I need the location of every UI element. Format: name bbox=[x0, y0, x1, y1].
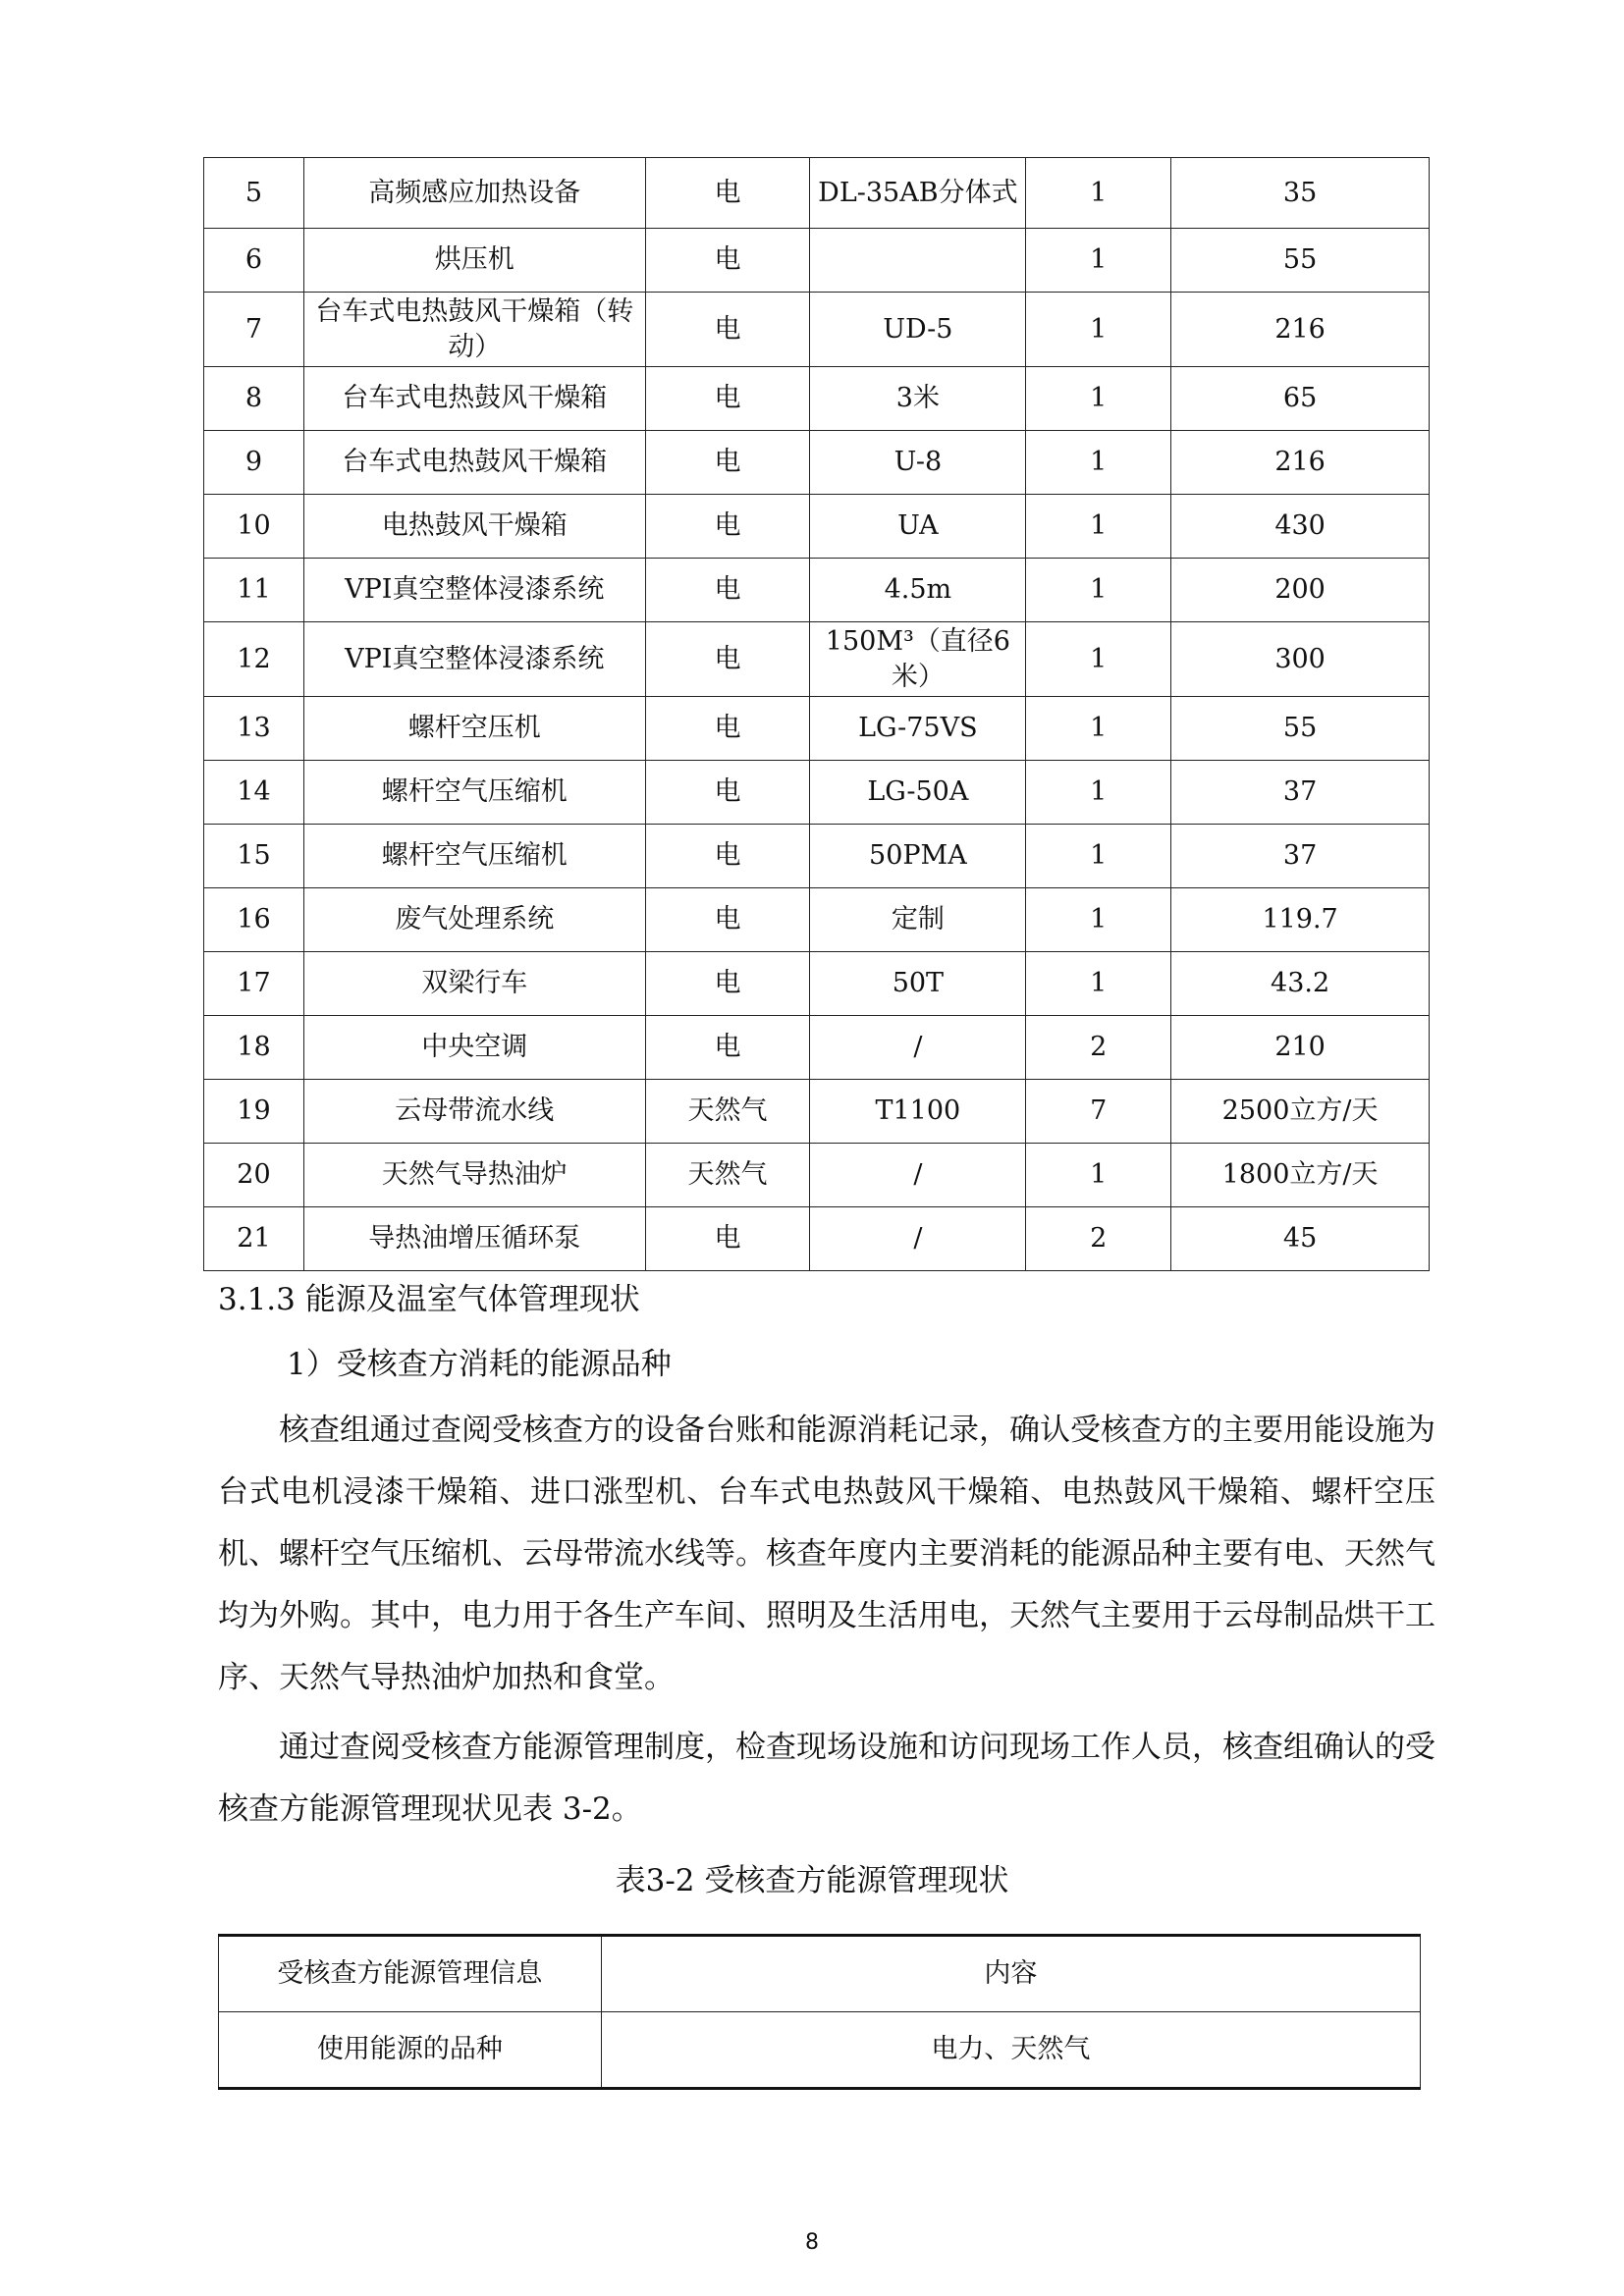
table-cell-qty: 1 bbox=[1026, 825, 1171, 888]
table-cell-no: 10 bbox=[204, 495, 304, 559]
table-cell-no: 12 bbox=[204, 622, 304, 697]
table-cell-no: 14 bbox=[204, 761, 304, 825]
table-cell-model: DL-35AB分体式 bbox=[810, 158, 1026, 229]
table-cell-no: 18 bbox=[204, 1016, 304, 1080]
table-cell-power: 45 bbox=[1171, 1207, 1430, 1271]
table-cell-power: 216 bbox=[1171, 431, 1430, 495]
table-cell-qty: 1 bbox=[1026, 367, 1171, 431]
table-cell-power: 37 bbox=[1171, 761, 1430, 825]
table-cell-power: 1800立方/天 bbox=[1171, 1144, 1430, 1207]
table-cell-no: 17 bbox=[204, 952, 304, 1016]
table-cell-energy: 电 bbox=[645, 431, 810, 495]
table-cell-power: 200 bbox=[1171, 559, 1430, 622]
table-cell-model: UA bbox=[810, 495, 1026, 559]
table-cell-energy: 电 bbox=[645, 761, 810, 825]
table-row bbox=[204, 622, 1430, 697]
table-cell-name: 螺杆空气压缩机 bbox=[303, 825, 645, 888]
table-cell-qty: 1 bbox=[1026, 158, 1171, 229]
table-cell-name: 天然气导热油炉 bbox=[303, 1144, 645, 1207]
header-cell-info: 受核查方能源管理信息 bbox=[219, 1936, 602, 2012]
table-cell-energy: 电 bbox=[645, 952, 810, 1016]
table-cell-qty: 1 bbox=[1026, 559, 1171, 622]
table-cell-model bbox=[810, 229, 1026, 293]
equipment-table-body bbox=[204, 158, 1430, 1271]
table-cell-power: 55 bbox=[1171, 697, 1430, 761]
table-cell-energy: 电 bbox=[645, 697, 810, 761]
table-cell-name: 电热鼓风干燥箱 bbox=[303, 495, 645, 559]
paragraph-energy-types: 核查组通过查阅受核查方的设备台账和能源消耗记录，确认受核查方的主要用能设施为台式电机浸漆干燥箱、进口涨型机、台车式电热鼓风干燥箱、电热鼓风干燥箱、螺杆空压机、螺杆空气压缩机、云母带流水线等。核查年度内主要消耗的能源品种主要有电、天然气均为外购。其中，电力用于各生产车间、照明及生活用电，天然气主要用于云母制品烘干工序、天然气导热油炉加热和食堂。 bbox=[218, 1413, 1435, 1695]
table-cell-power: 2500立方/天 bbox=[1171, 1080, 1430, 1144]
equipment-table bbox=[203, 157, 1430, 1271]
section-heading: 3.1.3 能源及温室气体管理现状 bbox=[218, 1282, 640, 1317]
table-cell-qty: 1 bbox=[1026, 761, 1171, 825]
table-cell-power: 55 bbox=[1171, 229, 1430, 293]
table-cell-no: 13 bbox=[204, 697, 304, 761]
table-row bbox=[204, 761, 1430, 825]
table-cell-name: 导热油增压循环泵 bbox=[303, 1207, 645, 1271]
table-cell-energy: 天然气 bbox=[645, 1080, 810, 1144]
table-cell-power: 35 bbox=[1171, 158, 1430, 229]
table-cell-energy: 电 bbox=[645, 622, 810, 697]
table-cell-qty: 7 bbox=[1026, 1080, 1171, 1144]
table-cell-no: 6 bbox=[204, 229, 304, 293]
table-cell-name: 台车式电热鼓风干燥箱（转动） bbox=[303, 293, 645, 367]
table-cell-power: 216 bbox=[1171, 293, 1430, 367]
table-cell-model: / bbox=[810, 1144, 1026, 1207]
table-cell-energy: 电 bbox=[645, 158, 810, 229]
table-cell-name: 螺杆空气压缩机 bbox=[303, 761, 645, 825]
table-cell-power: 65 bbox=[1171, 367, 1430, 431]
table-cell-qty: 1 bbox=[1026, 697, 1171, 761]
table-cell-model: 3米 bbox=[810, 367, 1026, 431]
table-cell-model: 150M³（直径6米） bbox=[810, 622, 1026, 697]
table-cell-energy: 电 bbox=[645, 559, 810, 622]
table-row bbox=[204, 559, 1430, 622]
table-cell-name: 双梁行车 bbox=[303, 952, 645, 1016]
table-cell-energy: 电 bbox=[645, 293, 810, 367]
table-cell-name: 台车式电热鼓风干燥箱 bbox=[303, 431, 645, 495]
table-cell-qty: 1 bbox=[1026, 888, 1171, 952]
page-number: 8 bbox=[805, 2230, 819, 2255]
table-cell-no: 16 bbox=[204, 888, 304, 952]
table-cell-power: 119.7 bbox=[1171, 888, 1430, 952]
table-cell-model: LG-75VS bbox=[810, 697, 1026, 761]
table-cell-no: 9 bbox=[204, 431, 304, 495]
table-cell-model: 50T bbox=[810, 952, 1026, 1016]
table-cell-model: 定制 bbox=[810, 888, 1026, 952]
table-cell-name: 高频感应加热设备 bbox=[303, 158, 645, 229]
table-cell-energy: 电 bbox=[645, 825, 810, 888]
table-cell-no: 11 bbox=[204, 559, 304, 622]
table-row bbox=[204, 431, 1430, 495]
table-cell-qty: 1 bbox=[1026, 495, 1171, 559]
table-row bbox=[204, 952, 1430, 1016]
table-cell-qty: 2 bbox=[1026, 1207, 1171, 1271]
table-cell-name: 螺杆空压机 bbox=[303, 697, 645, 761]
table-cell-model: T1100 bbox=[810, 1080, 1026, 1144]
table-cell-power: 430 bbox=[1171, 495, 1430, 559]
table-cell-power: 37 bbox=[1171, 825, 1430, 888]
table-caption: 表3-2 受核查方能源管理现状 bbox=[615, 1863, 1009, 1898]
table-row bbox=[204, 367, 1430, 431]
table-cell-power: 300 bbox=[1171, 622, 1430, 697]
table-cell-name: 云母带流水线 bbox=[303, 1080, 645, 1144]
table-row bbox=[204, 1016, 1430, 1080]
table-cell-no: 8 bbox=[204, 367, 304, 431]
table-row bbox=[204, 495, 1430, 559]
table-cell-qty: 2 bbox=[1026, 1016, 1171, 1080]
table-cell-no: 19 bbox=[204, 1080, 304, 1144]
table-cell-no: 21 bbox=[204, 1207, 304, 1271]
table-cell-qty: 1 bbox=[1026, 293, 1171, 367]
table-cell-energy: 电 bbox=[645, 888, 810, 952]
table-cell-name: VPI真空整体浸漆系统 bbox=[303, 559, 645, 622]
table-cell-energy: 电 bbox=[645, 495, 810, 559]
table-cell-no: 20 bbox=[204, 1144, 304, 1207]
table-cell-model: 50PMA bbox=[810, 825, 1026, 888]
table-cell-no: 5 bbox=[204, 158, 304, 229]
table-row bbox=[204, 825, 1430, 888]
table-cell-no: 7 bbox=[204, 293, 304, 367]
table-cell-name: 烘压机 bbox=[303, 229, 645, 293]
table-cell-no: 15 bbox=[204, 825, 304, 888]
table-cell-name: 中央空调 bbox=[303, 1016, 645, 1080]
table-cell-power: 43.2 bbox=[1171, 952, 1430, 1016]
table-cell-energy: 电 bbox=[645, 229, 810, 293]
table-cell-energy: 电 bbox=[645, 367, 810, 431]
table-cell-energy: 电 bbox=[645, 1207, 810, 1271]
table-cell-model: U-8 bbox=[810, 431, 1026, 495]
table-cell-model: UD-5 bbox=[810, 293, 1026, 367]
table-cell-name: 废气处理系统 bbox=[303, 888, 645, 952]
table-row bbox=[204, 888, 1430, 952]
table-cell: 使用能源的品种 bbox=[219, 2012, 602, 2089]
table-cell-qty: 1 bbox=[1026, 431, 1171, 495]
paragraph-management-status: 通过查阅受核查方能源管理制度，检查现场设施和访问现场工作人员，核查组确认的受核查方能源管理现状见表 3-2。 bbox=[218, 1730, 1435, 1827]
header-cell-content: 内容 bbox=[601, 1936, 1420, 2012]
table-cell-qty: 1 bbox=[1026, 622, 1171, 697]
table-row bbox=[204, 1207, 1430, 1271]
table-row bbox=[204, 293, 1430, 367]
energy-management-table bbox=[218, 1934, 1421, 2090]
table-cell-energy: 电 bbox=[645, 1016, 810, 1080]
table-row bbox=[204, 1080, 1430, 1144]
table-cell-model: / bbox=[810, 1207, 1026, 1271]
table-cell-power: 210 bbox=[1171, 1016, 1430, 1080]
table-cell-model: / bbox=[810, 1016, 1026, 1080]
sub-heading: 1）受核查方消耗的能源品种 bbox=[287, 1347, 672, 1382]
table-cell-qty: 1 bbox=[1026, 952, 1171, 1016]
table-row bbox=[204, 697, 1430, 761]
table-cell-energy: 天然气 bbox=[645, 1144, 810, 1207]
table-cell-model: LG-50A bbox=[810, 761, 1026, 825]
table-header-row bbox=[219, 1936, 1421, 2012]
table-cell: 电力、天然气 bbox=[601, 2012, 1420, 2089]
table-cell-name: VPI真空整体浸漆系统 bbox=[303, 622, 645, 697]
table-row bbox=[204, 1144, 1430, 1207]
table-cell-name: 台车式电热鼓风干燥箱 bbox=[303, 367, 645, 431]
table-cell-qty: 1 bbox=[1026, 229, 1171, 293]
table-row bbox=[204, 229, 1430, 293]
table-cell-model: 4.5m bbox=[810, 559, 1026, 622]
table-cell-qty: 1 bbox=[1026, 1144, 1171, 1207]
table-row bbox=[204, 158, 1430, 229]
table-row bbox=[219, 2012, 1421, 2089]
